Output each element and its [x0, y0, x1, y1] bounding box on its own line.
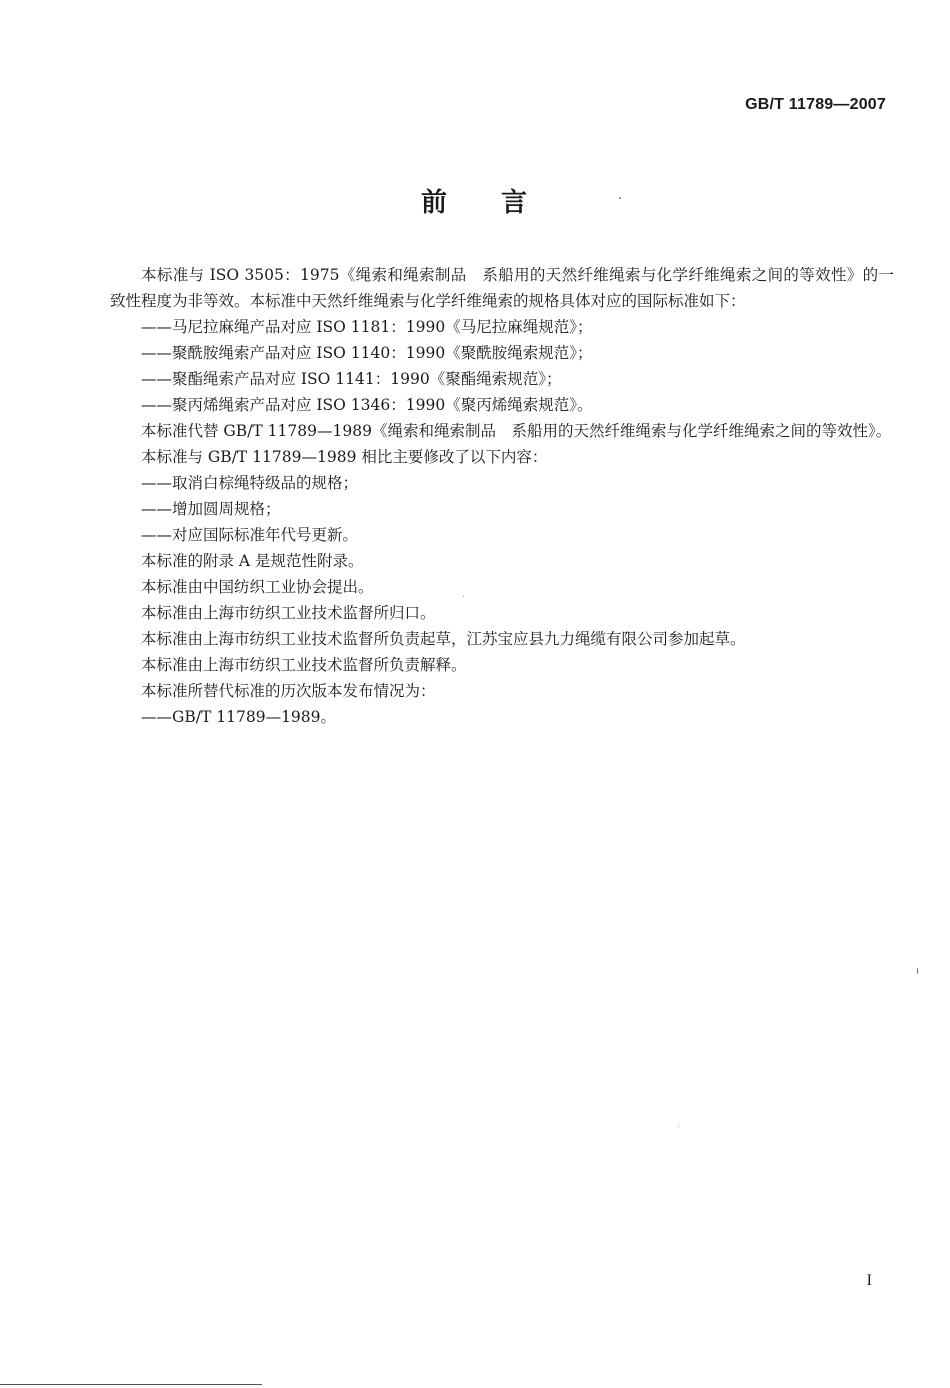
list-item: ——取消白棕绳特级品的规格； — [141, 474, 359, 492]
list-item: ——聚酰胺绳索产品对应 ISO 1140：1990《聚酰胺绳索规范》； — [141, 344, 593, 362]
footer-rule — [0, 1384, 262, 1385]
paragraph-annex: 本标准的附录 A 是规范性附录。 — [141, 552, 364, 570]
list-item: ——聚酯绳索产品对应 ISO 1141：1990《聚酯绳索规范》； — [141, 370, 562, 388]
list-item: ——GB/T 11789—1989。 — [141, 708, 337, 726]
list-item: ——聚丙烯绳索产品对应 ISO 1346：1990《聚丙烯绳索规范》。 — [141, 396, 593, 414]
scan-speck — [678, 1126, 679, 1127]
list-item: ——对应国际标准年代号更新。 — [141, 526, 359, 544]
page-title — [0, 182, 950, 219]
title-char-2: 言 — [501, 188, 530, 218]
paragraph-intro: 本标准与 ISO 3505：1975《绳索和绳索制品 系船用的天然纤维绳索与化学纤维绳索之间的等效性》的一致性程度为非等效。本标准中天然纤维绳索与化学纤维绳索的规格具体对应的国际标准如下： — [110, 266, 894, 310]
paragraph-proposer: 本标准由中国纺织工业协会提出。 — [141, 578, 374, 596]
paragraph-drafters: 本标准由上海市纺织工业技术监督所负责起草，江苏宝应县九力绳缆有限公司参加起草。 — [141, 630, 746, 648]
paragraph-replaces: 本标准代替 GB/T 11789—1989《绳索和绳索制品 系船用的天然纤维绳索与化学纤维绳索之间的等效性》。 — [141, 422, 892, 440]
paragraph-changes: 本标准与 GB/T 11789—1989 相比主要修改了以下内容： — [141, 448, 548, 466]
standard-code: GB/T 11789—2007 — [745, 96, 886, 113]
list-item: ——增加圆周规格； — [141, 500, 281, 518]
list-item: ——马尼拉麻绳产品对应 ISO 1181：1990《马尼拉麻绳规范》； — [141, 318, 593, 336]
foreword-body — [110, 262, 894, 730]
scan-speck — [619, 197, 621, 199]
scan-speck — [917, 968, 918, 974]
paragraph-history: 本标准所替代标准的历次版本发布情况为： — [141, 682, 436, 700]
scan-speck — [463, 596, 464, 597]
page-number: I — [866, 1272, 872, 1289]
paragraph-interpretation: 本标准由上海市纺织工业技术监督所负责解释。 — [141, 656, 467, 674]
title-char-1: 前 — [420, 188, 449, 218]
paragraph-centralized: 本标准由上海市纺织工业技术监督所归口。 — [141, 604, 436, 622]
